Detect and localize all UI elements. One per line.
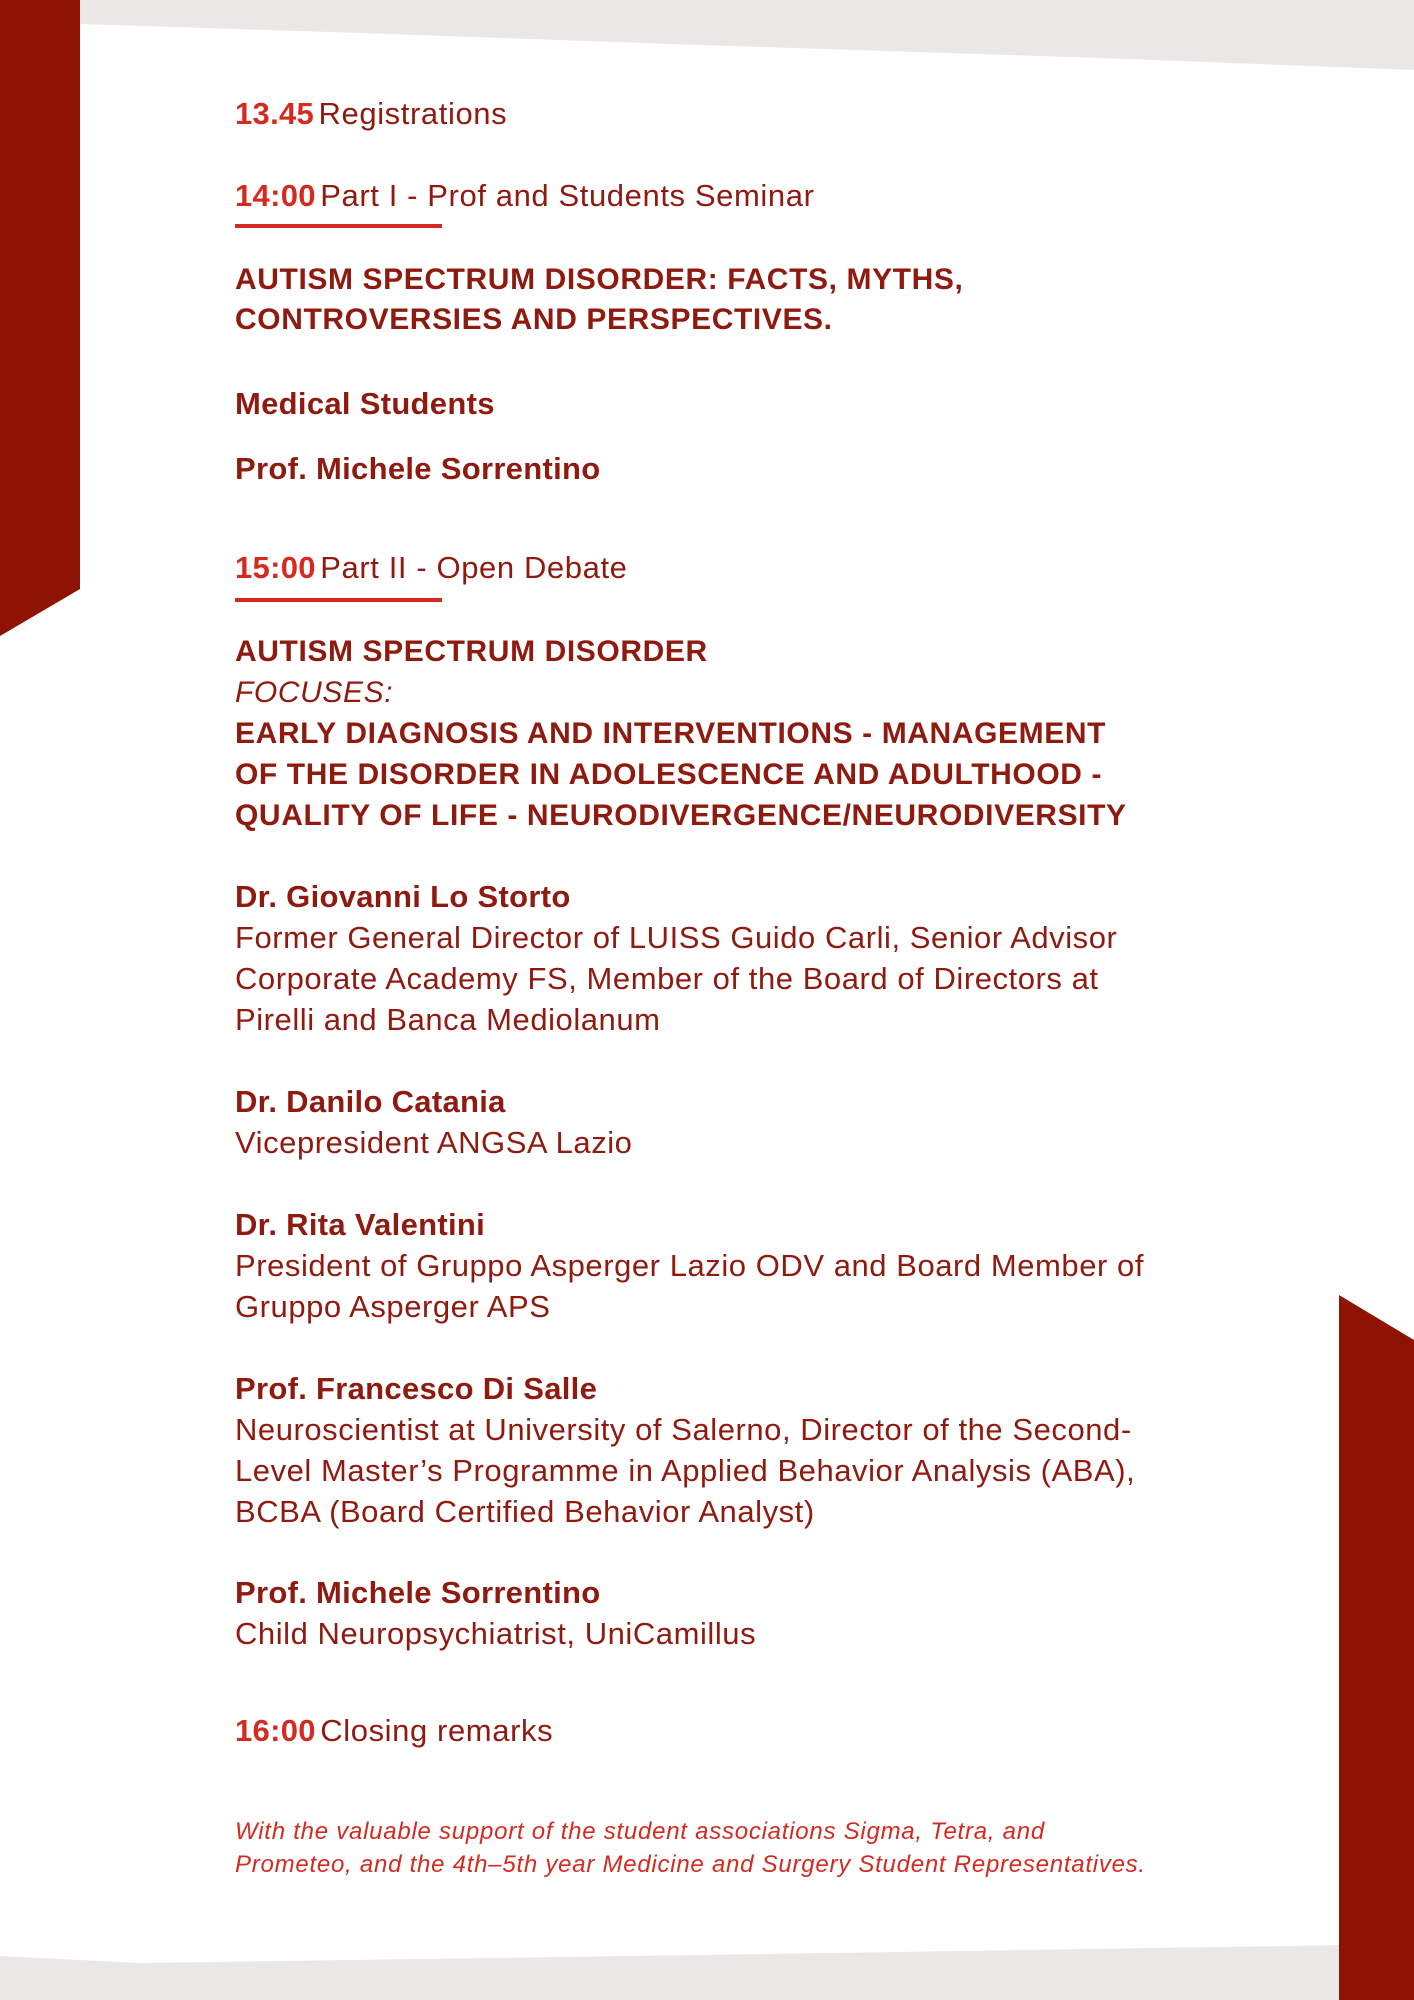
slot-time: 13.45	[235, 96, 315, 131]
speaker-description: Child Neuropsychiatrist, UniCamillus	[235, 1616, 757, 1651]
speaker-description: Gruppo Asperger APS	[235, 1289, 551, 1324]
speaker-description: Level Master’s Programme in Applied Behavior Analysis (ABA),	[235, 1453, 1136, 1488]
part1-title-line: AUTISM SPECTRUM DISORDER: FACTS, MYTHS,	[235, 263, 964, 296]
part2-slot	[235, 552, 628, 583]
footer-acknowledgement-line: Prometeo, and the 4th–5th year Medicine and Surgery Student Representatives.	[235, 1851, 1146, 1878]
speaker-name: Dr. Rita Valentini	[235, 1207, 486, 1242]
part1-slot	[235, 180, 815, 211]
slot-label: Registrations	[318, 96, 508, 131]
slot-label: Part II - Open Debate	[320, 550, 628, 585]
part1-title-line: CONTROVERSIES AND PERSPECTIVES.	[235, 303, 833, 336]
focus-line: QUALITY OF LIFE - NEURODIVERGENCE/NEURODIVERSITY	[235, 799, 1127, 832]
slot-time: 14:00	[235, 178, 316, 213]
slot-label: Closing remarks	[320, 1713, 554, 1748]
part2-underline	[235, 598, 442, 602]
footer-acknowledgement-line: With the valuable support of the student associations Sigma, Tetra, and	[235, 1818, 1045, 1845]
slot-label: Part I - Prof and Students Seminar	[320, 178, 815, 213]
focus-line: EARLY DIAGNOSIS AND INTERVENTIONS - MANAGEMENT	[235, 717, 1107, 750]
speaker-description: Pirelli and Banca Mediolanum	[235, 1002, 661, 1037]
slot-time: 15:00	[235, 550, 316, 585]
top-gray-band	[0, 0, 1414, 70]
focus-line: OF THE DISORDER IN ADOLESCENCE AND ADULTHOOD -	[235, 758, 1103, 791]
speaker-description: Neuroscientist at University of Salerno, Director of the Second-	[235, 1412, 1132, 1447]
right-red-stripe	[1339, 1295, 1414, 2000]
slot-time: 16:00	[235, 1713, 316, 1748]
speaker-name: Dr. Giovanni Lo Storto	[235, 879, 571, 914]
left-red-stripe	[0, 0, 80, 636]
focuses-label: FOCUSES:	[235, 676, 394, 709]
speaker-description: Former General Director of LUISS Guido Carli, Senior Advisor	[235, 920, 1118, 955]
bottom-gray-band	[0, 1944, 1414, 2000]
part1-underline	[235, 224, 442, 228]
part1-presenter: Prof. Michele Sorrentino	[235, 451, 601, 486]
speaker-description: Corporate Academy FS, Member of the Board of Directors at	[235, 961, 1099, 996]
speaker-description: President of Gruppo Asperger Lazio ODV and Board Member of	[235, 1248, 1144, 1283]
part1-presenter: Medical Students	[235, 386, 495, 421]
closing-slot	[235, 1715, 553, 1746]
speaker-description: BCBA (Board Certified Behavior Analyst)	[235, 1494, 815, 1529]
speaker-name: Prof. Francesco Di Salle	[235, 1371, 598, 1406]
speaker-name: Dr. Danilo Catania	[235, 1084, 506, 1119]
registration-slot	[235, 98, 507, 129]
speaker-description: Vicepresident ANGSA Lazio	[235, 1125, 633, 1160]
part2-title: AUTISM SPECTRUM DISORDER	[235, 635, 708, 668]
speaker-name: Prof. Michele Sorrentino	[235, 1575, 601, 1610]
